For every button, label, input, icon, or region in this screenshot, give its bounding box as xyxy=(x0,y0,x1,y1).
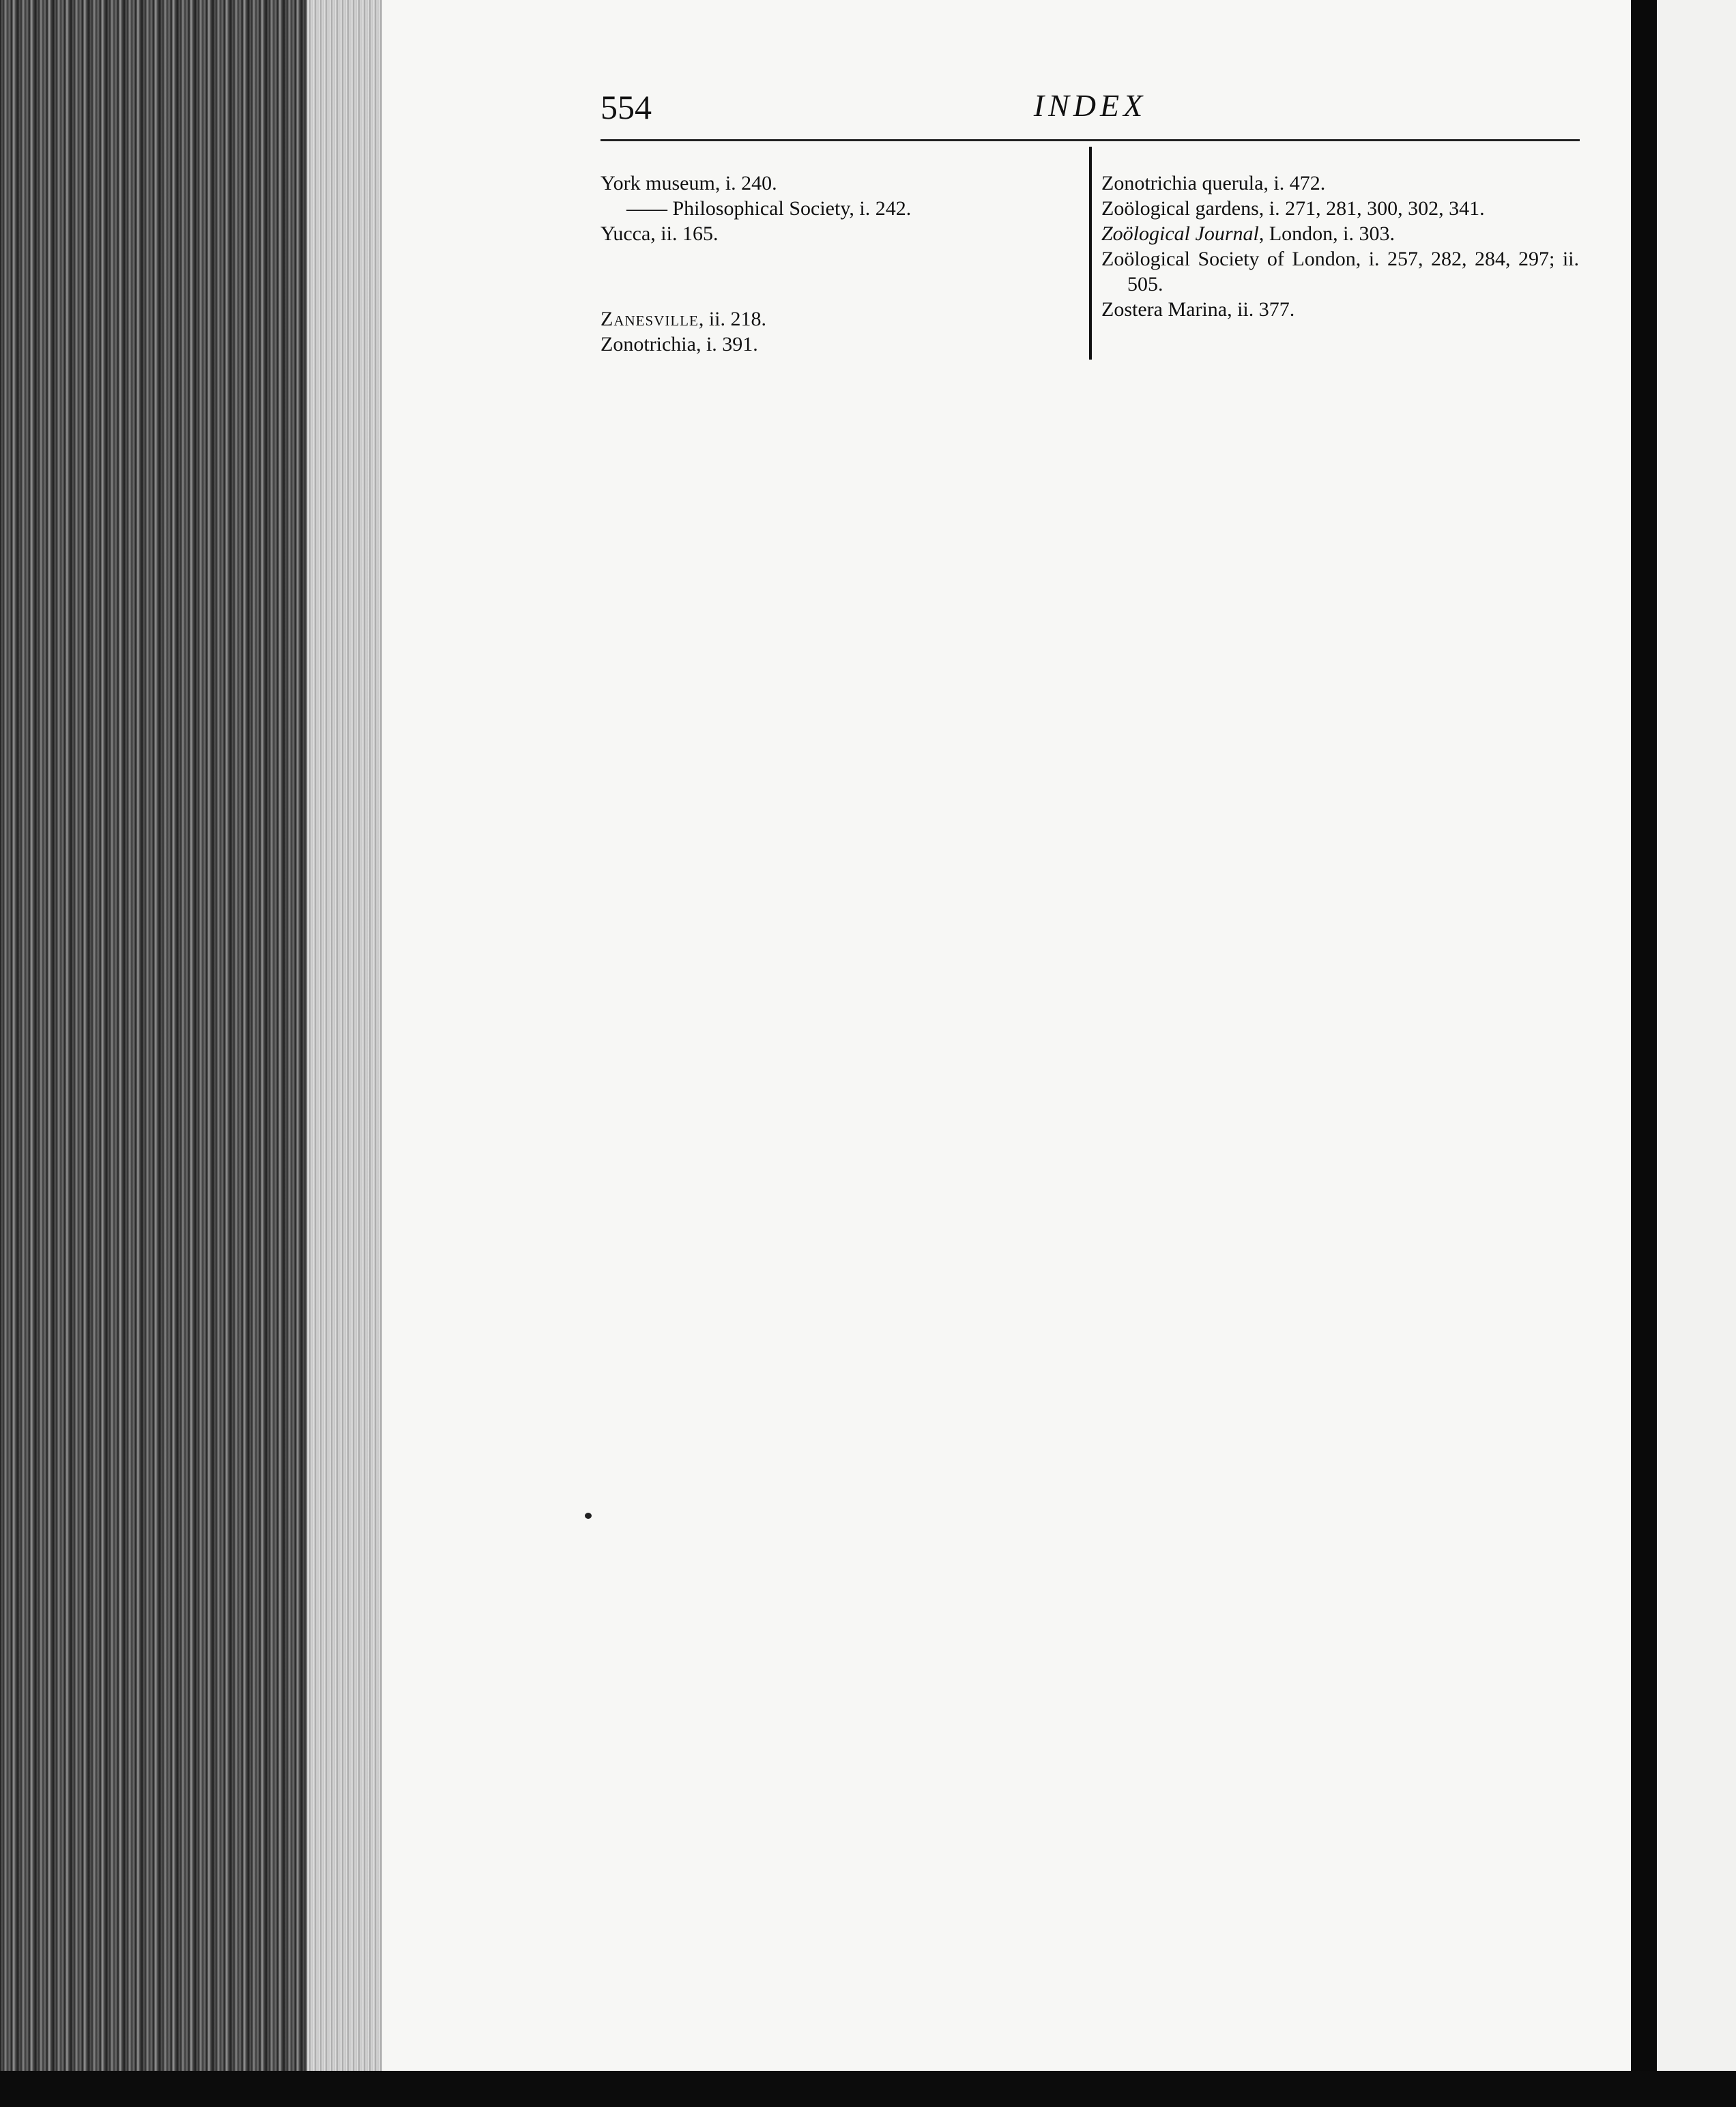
scan-speck xyxy=(585,1513,592,1519)
column-divider xyxy=(1089,147,1092,360)
header-rule xyxy=(601,139,1580,141)
index-entry: Zoölogical Society of London, i. 257, 282, 284, 297; ii. 505. xyxy=(1101,248,1579,295)
page-title: INDEX xyxy=(1033,88,1147,123)
index-entry-title: Zoölogical Journal xyxy=(1101,222,1259,245)
index-entry: Zoölogical gardens, i. 271, 281, 300, 302, 341. xyxy=(1101,197,1485,220)
index-column-left xyxy=(601,171,1078,357)
index-entry-locator: , ii. 218. xyxy=(698,308,766,330)
running-head xyxy=(601,82,1580,136)
index-entry: Yucca, ii. 165. xyxy=(601,222,719,245)
adjacent-page-edge xyxy=(1657,0,1736,2107)
index-sub-entry: —— Philosophical Society, i. 242. xyxy=(626,197,912,220)
index-entry xyxy=(601,306,1078,332)
index-entry: York museum, i. 240. xyxy=(601,172,777,194)
page-edge-stack xyxy=(0,0,382,2107)
index-column-right xyxy=(1101,171,1579,322)
index-entry: Zonotrichia querula, i. 472. xyxy=(1101,172,1326,194)
letter-gap xyxy=(601,246,1078,306)
index-entry: Zonotrichia, i. 391. xyxy=(601,333,758,355)
binding-shadow xyxy=(1631,0,1657,2107)
index-letter-lead: Zanesville xyxy=(601,308,699,330)
scan-bottom-border xyxy=(0,2071,1736,2107)
index-entry xyxy=(1101,221,1579,246)
page-number: 554 xyxy=(601,88,652,126)
index-entry-locator: , London, i. 303. xyxy=(1258,222,1395,245)
index-entry: Zostera Marina, ii. 377. xyxy=(1101,298,1295,321)
